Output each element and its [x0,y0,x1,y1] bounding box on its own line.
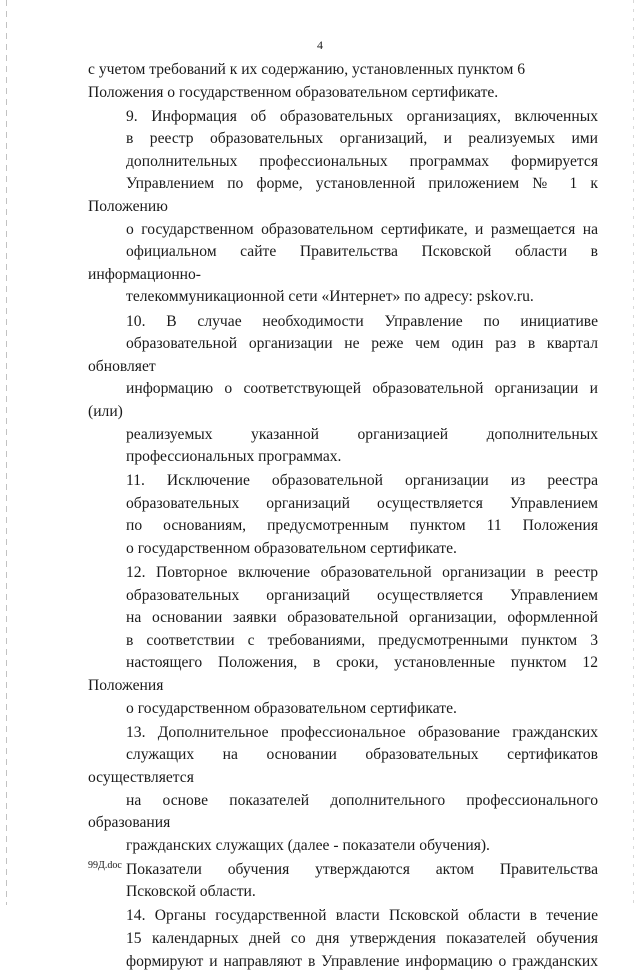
scan-edge-left [6,0,7,905]
text-line: телекоммуникационной сети «Интернет» по адресу: pskov.ru. [126,288,534,306]
text-line: реализуемых указанной организацией дополнительных [126,425,598,443]
text-line: на основе показателей дополнительного профессионального образования [88,791,598,832]
text-line: 13. Дополнительное профессиональное образование гражданских [126,723,598,741]
text-line: образовательных организаций осуществляется Управлением [126,494,598,512]
paragraph-item-12 [88,562,598,720]
text-line: профессиональных программах. [126,448,342,466]
text-line: Положения о государственном образовательном сертификате. [88,83,499,101]
text-line: в реестр образовательных организаций, и реализуемых ими [126,130,598,148]
scan-edge-right [633,0,634,905]
text-line: по основаниям, предусмотренным пунктом 11 Положения [126,517,598,535]
text-line: о государственном образовательном сертификате, и размещается на [126,220,598,238]
paragraph-item-13 [88,722,598,858]
text-line: в соответствии с требованиями, предусмотренными пунктом 3 [126,631,598,649]
text-line: 15 календарных дней со дня утверждения показателей обучения [126,930,598,948]
text-line: 10. В случае необходимости Управление по инициативе [126,312,598,330]
text-line: 11. Исключение образовательной организации из реестра [126,472,598,490]
text-line: о государственном образовательном сертификате. [126,539,457,557]
text-line: на основании заявки образовательной организации, оформленной [126,609,598,627]
paragraph-item-10 [88,311,598,469]
paragraph-item-9 [88,106,598,309]
text-line: формируют и направляют в Управление информацию о гражданских [126,952,598,970]
paragraph-item-14 [88,905,598,973]
text-line: официальном сайте Правительства Псковской области в информационно- [88,243,598,283]
text-line: с учетом требований к их содержанию, установленных пунктом 6 [88,61,526,78]
text-line: о государственном образовательном сертификате. [126,699,457,717]
text-line: образовательной организации не реже чем один раз в квартал обновляет [88,335,598,375]
text-line: 9. Информация об образовательных организациях, включенных [126,107,598,125]
page-number: 4 [317,38,323,52]
text-line: Показатели обучения утверждаются актом Правительства [126,860,598,878]
paragraph-training-indicators [88,859,598,904]
paragraph-item-11 [88,470,598,560]
text-line: Псковской области. [126,883,256,901]
text-line: гражданских служащих (далее - показатели обучения). [126,836,490,854]
text-line: Управлением по форме, установленной приложением № 1 к Положению [88,175,598,216]
text-line: дополнительных профессиональных программах формируется [126,152,598,170]
file-name-footer: 99Д.doc [88,860,122,871]
text-line: образовательных организаций осуществляется Управлением [126,586,598,604]
text-line: настоящего Положения, в сроки, установленные пунктом 12 Положения [88,654,598,695]
text-line: информацию о соответствующей образовательной организации и (или) [88,380,598,420]
document-body [88,59,598,975]
paragraph-continuation [88,59,598,104]
text-line: служащих на основании образовательных сертификатов осуществляется [88,746,598,786]
text-line: 14. Органы государственной власти Псковской области в течение [126,907,598,925]
text-line: 12. Повторное включение образовательной организации в реестр [126,564,598,582]
